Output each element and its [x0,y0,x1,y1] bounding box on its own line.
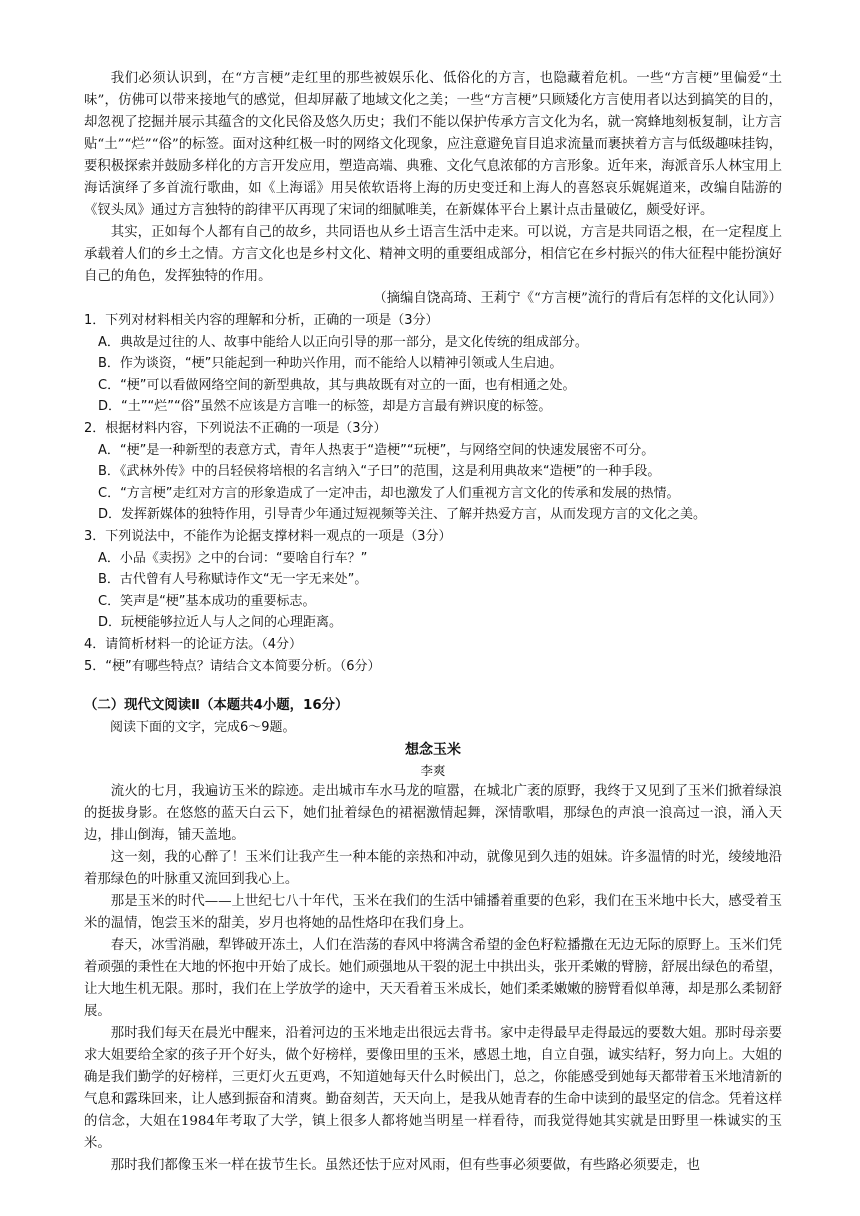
section-2-heading: （二）现代文阅读Ⅱ（本题共4小题，16分） [84,698,349,714]
question-2-option-a: A．“梗”是一种新型的表意方式，青年人热衷于“造梗”“玩梗”，与网络空间的快速发展密不可分。 [98,442,655,458]
passage-1 [84,68,782,310]
passage-1-paragraph: 我们必须认识到，在“方言梗”走红里的那些被娱乐化、低俗化的方言，也隐藏着危机。一些“方言梗”里偏爱“土味”，仿佛可以带来接地气的感觉，但却屏蔽了地域文化之美；一些“方言梗”只顾矮化方言使用者以达到搞笑的目的，却忽视了挖掘并展示其蕴含的文化民俗及悠久历史；我们不能以保护传承方言文化为名，就一窝蜂地刻板复制，让方言贴“土”“烂”“俗”的标签。面对这种红极一时的网络文化现象，应注意避免盲目追求流量而裹挟着方言与低级趣味挂钩，要积极探索并鼓励多样化的方言开发应用，塑造高端、典雅、文化气息浓郁的方言形象。近年来，海派音乐人林宝用上海话演绎了多首流行歌曲，如《上海谣》用吴侬软语将上海的历史变迁和上海人的喜怒哀乐娓娓道来，改编自陆游的《钗头凤》通过方言独特的韵律平仄再现了宋词的细腻唯美，在新媒体平台上累计点击量破亿，颇受好评。 [84,71,782,218]
passage-1-source: （摘编自饶高琦、王莉宁《“方言梗”流行的背后有怎样的文化认同》） [373,291,782,306]
question-2-option-d: D．发挥新媒体的独特作用，引导青少年通过短视频等关注、了解并热爱方言，从而发现方言的文化之美。 [98,507,707,523]
question-1-option-b: B．作为谈资，“梗”只能起到一种助兴作用，而不能给人以精神引领或人生启迪。 [98,356,563,372]
article-paragraph: 那时我们每天在晨光中醒来，沿着河边的玉米地走出很远去背书。家中走得最早走得最远的要数大姐。那时母亲要求大姐要给全家的孩子开个好头，做个好榜样，要像田里的玉米，感恩土地，自立自强，诚实结籽，努力向上。大姐的确是我们勤学的好榜样，三更灯火五更鸡，不知道她每天什么时候出门，总之，你能感受到她每天都带着玉米地清新的气息和露珠回来，让人感到振奋和清爽。勤奋刻苦，天天向上，是我从她青春的生命中读到的最坚定的信念。凭着这样的信念，大姐在1984年考取了大学，镇上很多人都将她当明星一样看待，而我觉得她其实就是田野里一株诚实的玉米。 [84,1026,782,1152]
question-3-option-c: C．笑声是“梗”基本成功的重要标志。 [98,593,316,609]
passage-1-paragraph: 其实，正如每个人都有自己的故乡，共同语也从乡土语言生活中走来。可以说，方言是共同语之根，在一定程度上承载着人们的乡土之情。方言文化也是乡村文化、精神文明的重要组成部分，相信它在乡村振兴的伟大征程中能扮演好自己的角色，发挥独特的作用。 [84,225,782,284]
question-3-option-d: D．玩梗能够拉近人与人之间的心理距离。 [98,615,343,631]
question-1-option-c: C．“梗”可以看做网络空间的新型典故，其与典故既有对立的一面，也有相通之处。 [98,377,576,393]
article-paragraph: 那是玉米的时代——上世纪七八十年代，玉米在我们的生活中铺播着重要的色彩，我们在玉米地中长大，感受着玉米的温情，饱尝玉米的甜美，岁月也将她的品性烙印在我们身上。 [84,894,782,932]
section-spacer [84,677,782,695]
article-paragraph: 这一刻，我的心醉了！玉米们让我产生一种本能的亲热和冲动，就像见到久违的姐妹。许多温情的时光，绫绫地沿着那绿色的叶脉重又流回到我心上。 [84,850,782,888]
question-1-option-d: D．“土”“烂”“俗”虽然不应该是方言唯一的标签，却是方言最有辨识度的标签。 [98,399,552,415]
question-5-stem: 5．“梗”有哪些特点？请结合文本简要分析。（6分） [84,658,381,674]
question-1-stem: 1．下列对材料相关内容的理解和分析，正确的一项是（3分） [84,313,439,328]
question-1-option-a: A．典故是过往的人、故事中能给人以正向引导的那一部分，是文化传统的组成部分。 [98,334,588,350]
article-paragraph: 那时我们都像玉米一样在拔节生长。虽然还怯于应对风雨，但有些事必须要做，有些路必须要走，也 [110,1158,700,1174]
question-2-option-b: B．《武林外传》中的吕轻侯将培根的名言纳入“子曰”的范围，这是利用典故来“造梗”的一种手段。 [98,464,661,480]
question-2-option-c: C．“方言梗”走红对方言的形象造成了一定冲击，却也激发了人们重视方言文化的传承和发展的热情。 [98,485,680,501]
section-2-instructions: 阅读下面的文字，完成6～9题。 [110,720,296,736]
article-author: 李爽 [420,763,446,779]
question-4-stem: 4．请简析材料一的论证方法。（4分） [84,636,303,652]
question-list [84,310,782,677]
question-3-option-a: A．小品《卖拐》之中的台词：“要啥自行车？” [98,550,368,566]
question-2-stem: 2．根据材料内容，下列说法不正确的一项是（3分） [84,420,387,436]
question-3-stem: 3．下列说法中，不能作为论据支撑材料一观点的一项是（3分） [84,528,452,544]
article-title: 想念玉米 [405,742,461,759]
section-2 [84,695,782,1177]
question-3-option-b: B．古代曾有人号称赋诗作文“无一字无来处”。 [98,572,368,588]
article-paragraph: 流火的七月，我遍访玉米的踪迹。走出城市车水马龙的喧嚣，在城北广袤的原野，我终于又见到了玉米们掀着绿浪的挺拔身影。在悠悠的蓝天白云下，她们扯着绿色的裙裾激情起舞，深情歌唱，那绿色的声浪一浪高过一浪，涌入天边，排山倒海，铺天盖地。 [84,784,782,844]
exam-page [84,68,782,1177]
article-paragraph: 春天，冰雪消融，犁铧破开冻土，人们在浩荡的春风中将满含希望的金色籽粒播撒在无边无际的原野上。玉米们凭着顽强的秉性在大地的怀抱中开始了成长。她们顽强地从干裂的泥土中拱出头，张开柔嫩的臂膀，舒展出绿色的希望，让大地生机无限。那时，我们在上学放学的途中，天天看着玉米成长，她们柔柔嫩嫩的膀臂看似单薄，却是那么柔韧舒展。 [84,938,782,1020]
